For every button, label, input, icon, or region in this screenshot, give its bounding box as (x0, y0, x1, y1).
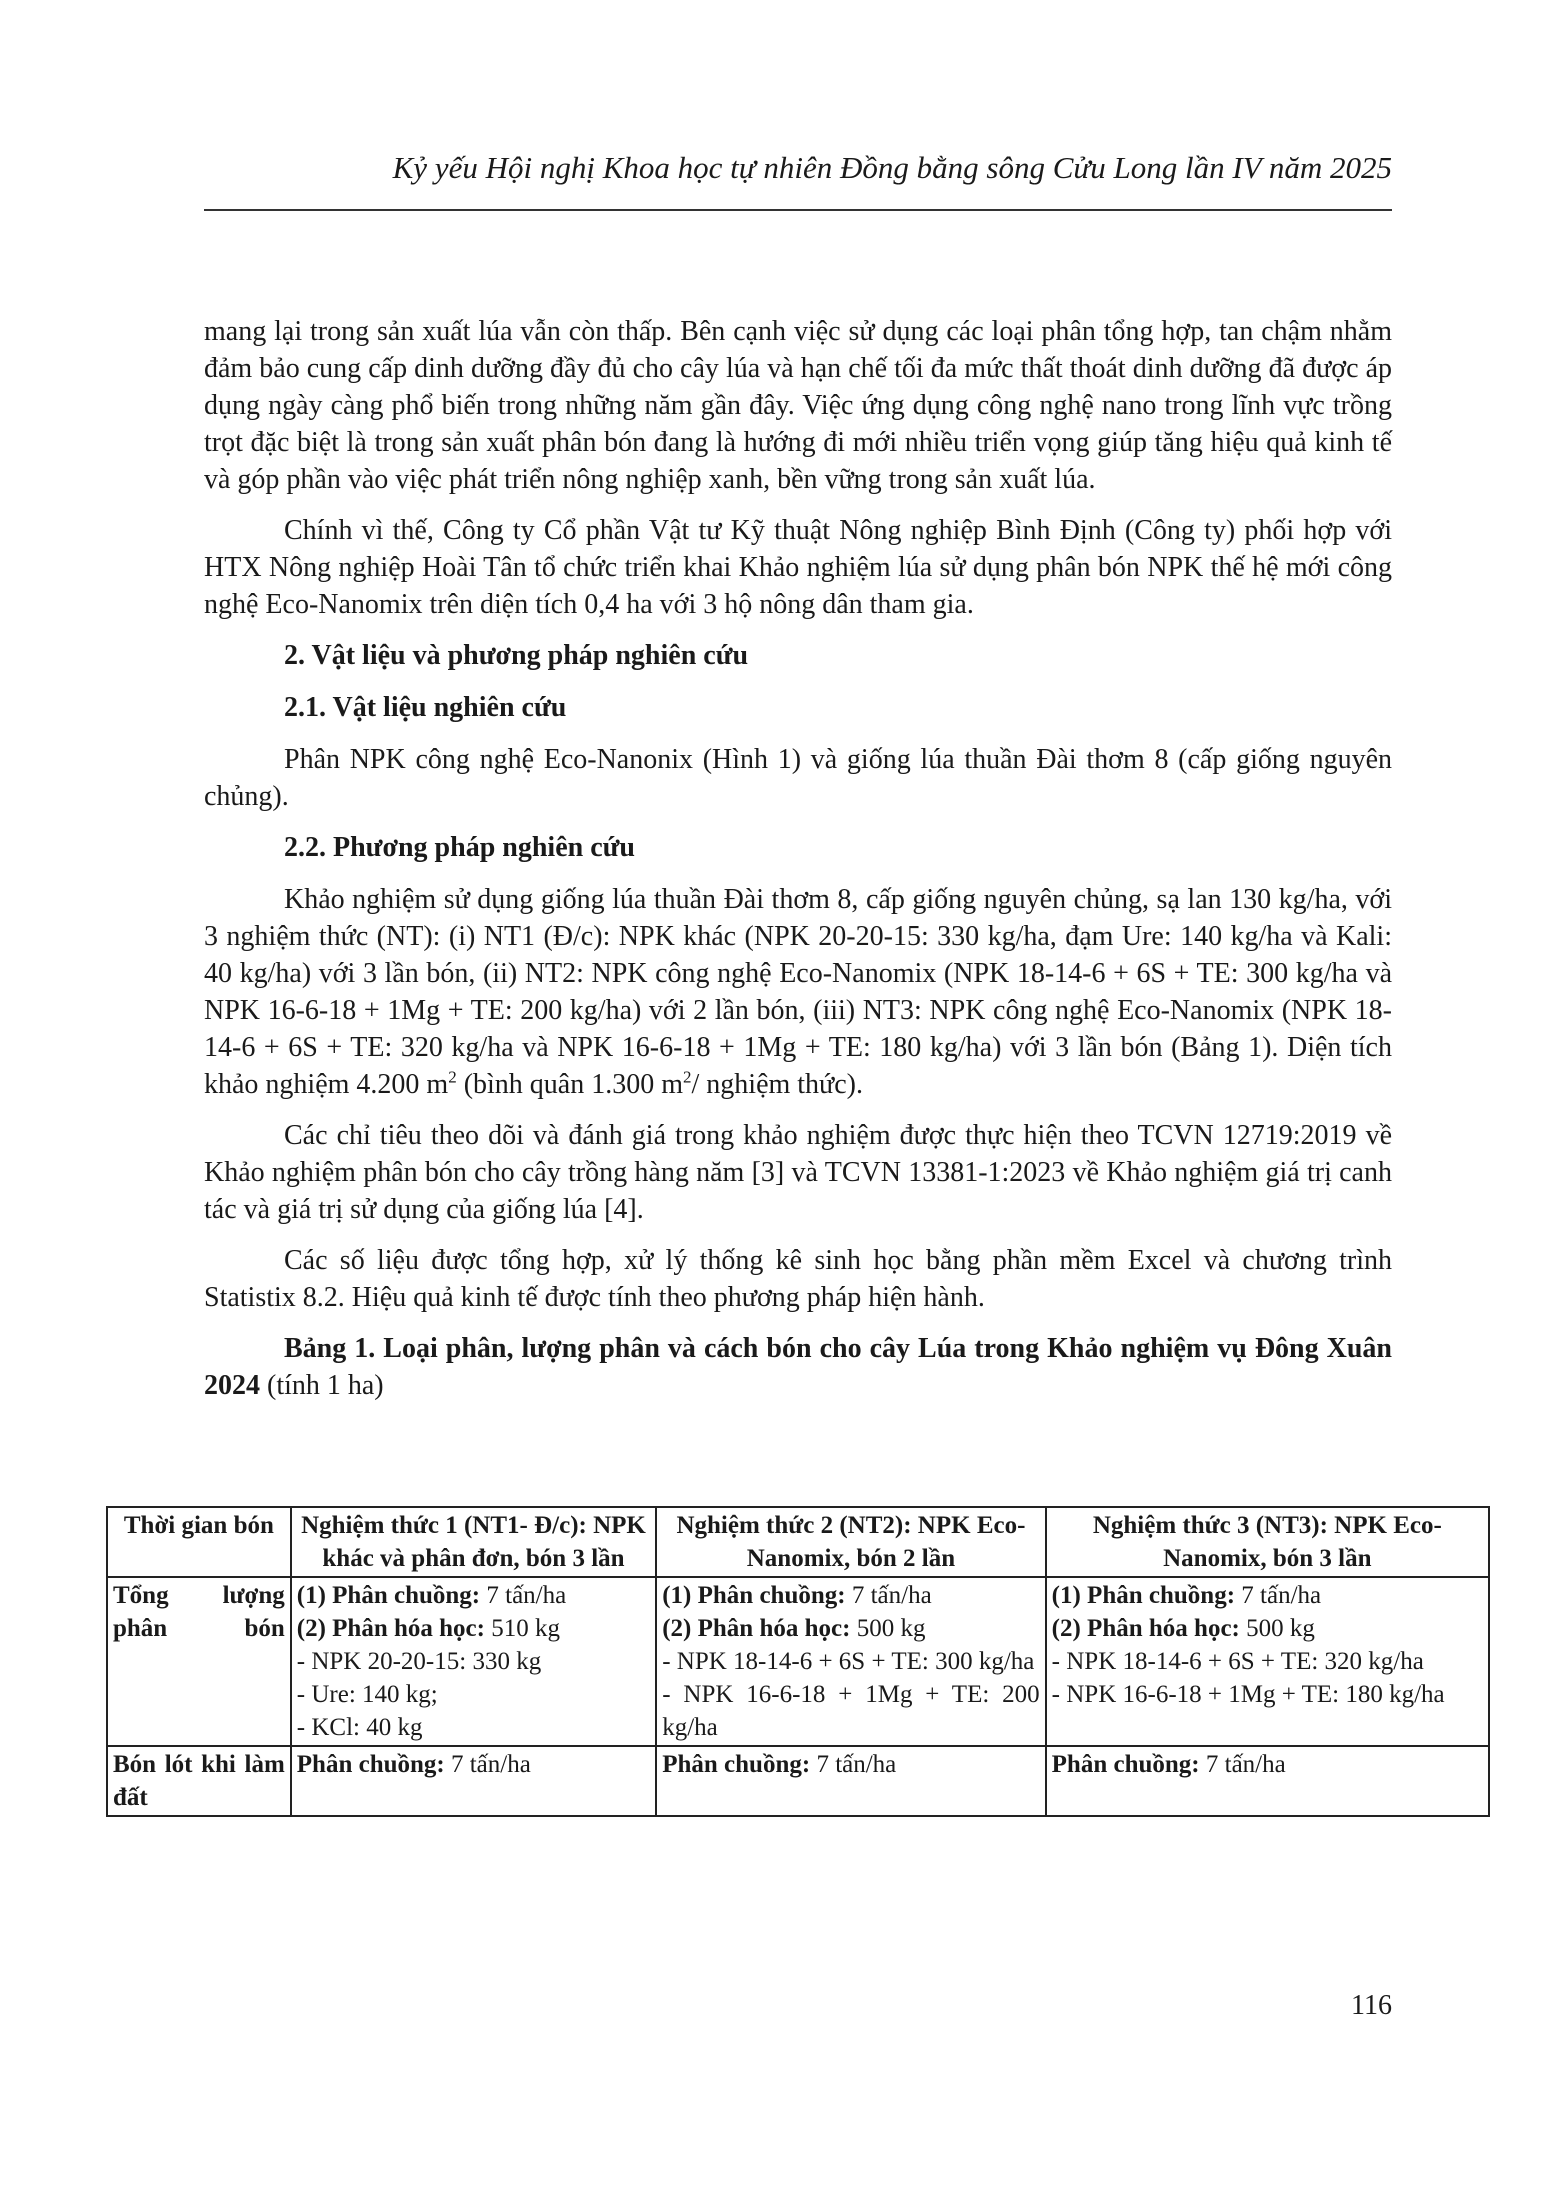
cell-value: 7 tấn/ha (845, 1582, 932, 1609)
table-caption-bold: Bảng 1. Loại phân, lượng phân và cách bón cho cây Lúa trong Khảo nghiệm vụ Đông Xuân 2024 (204, 1333, 1392, 1401)
cell-bold-label: Phân chuồng: (296, 1751, 445, 1778)
cell-nt3-total (1046, 1577, 1489, 1746)
cell-item: - NPK 16-6-18 + 1Mg + TE: 180 kg/ha (1051, 1681, 1445, 1708)
cell-value: 7 tấn/ha (1235, 1582, 1322, 1609)
paragraph-methods (204, 881, 1392, 1103)
cell-item: - NPK 18-14-6 + 6S + TE: 300 kg/ha (662, 1648, 1035, 1675)
cell-nt2-total (656, 1577, 1045, 1746)
row-label-total: Tổng lượng phân bón (107, 1577, 291, 1746)
header-nt3: Nghiệm thức 3 (NT3): NPK Eco-Nanomix, bón 3 lần (1046, 1507, 1489, 1577)
cell-value: 7 tấn/ha (1199, 1751, 1286, 1778)
cell-item: - Ure: 140 kg; (296, 1681, 438, 1708)
cell-bold-label: Phân chuồng: (662, 1751, 811, 1778)
header-rule (204, 209, 1392, 211)
cell-bold-label: (1) Phân chuồng: (296, 1582, 481, 1609)
cell-bold-label: (1) Phân chuồng: (1051, 1582, 1236, 1609)
section-heading-2-2: 2.2. Phương pháp nghiên cứu (284, 832, 635, 863)
methods-text-b: (bình quân 1.300 m (456, 1069, 684, 1100)
header-nt2: Nghiệm thức 2 (NT2): NPK Eco-Nanomix, bón 2 lần (656, 1507, 1045, 1577)
cell-nt3-basal (1046, 1746, 1489, 1816)
methods-text-a: Khảo nghiệm sử dụng giống lúa thuần Đài thơm 8, cấp giống nguyên chủng, sạ lan 130 kg/ha, với 3 nghiệm thức (NT): (i) NT1 (Đ/c): NPK khác (NPK 20-20-15: 330 kg/ha, đạm Ure: 140 kg/ha và Kali: 40 kg/ha) với 3 lần bón, (ii) NT2: NPK công nghệ Eco-Nanomix (NPK 18-14-6 + 6S + TE: 300 kg/ha và NPK 16-6-18 + 1Mg + TE: 200 kg/ha) với 2 lần bón, (iii) NT3: NPK công nghệ Eco-Nanomix (NPK 18-14-6 + 6S + TE: 320 kg/ha và NPK 16-6-18 + 1Mg + TE: 180 kg/ha) với 3 lần bón (Bảng 1). Diện tích khảo nghiệm 4.200 m (204, 884, 1392, 1100)
paragraph-statistics: Các số liệu được tổng hợp, xử lý thống kê sinh học bằng phần mềm Excel và chương trình Statistix 8.2. Hiệu quả kinh tế được tính theo phương pháp hiện hành. (204, 1245, 1392, 1313)
cell-bold-label: (2) Phân hóa học: (1051, 1615, 1240, 1642)
superscript-2: 2 (683, 1067, 692, 1087)
cell-item: - NPK 16-6-18 + 1Mg + TE: 200 kg/ha (662, 1681, 1040, 1741)
methods-text-c: / nghiệm thức). (691, 1069, 863, 1100)
table-row (107, 1577, 1489, 1746)
cell-value: 7 tấn/ha (480, 1582, 567, 1609)
table-header-row (107, 1507, 1489, 1577)
row-label-basal: Bón lót khi làm đất (107, 1746, 291, 1816)
paragraph-materials: Phân NPK công nghệ Eco-Nanonix (Hình 1) và giống lúa thuần Đài thơm 8 (cấp giống nguyên chủng). (204, 744, 1392, 812)
cell-value: 500 kg (850, 1615, 926, 1642)
cell-value: 7 tấn/ha (444, 1751, 531, 1778)
cell-bold-label: (1) Phân chuồng: (662, 1582, 846, 1609)
page-number: 116 (1351, 1990, 1392, 2021)
table-caption (204, 1330, 1392, 1404)
cell-bold-label: Phân chuồng: (1051, 1751, 1200, 1778)
superscript-2: 2 (448, 1067, 457, 1087)
header-timing: Thời gian bón (107, 1507, 291, 1577)
cell-nt1-total (291, 1577, 656, 1746)
table-row (107, 1746, 1489, 1816)
paragraph-company: Chính vì thế, Công ty Cổ phần Vật tư Kỹ thuật Nông nghiệp Bình Định (Công ty) phối hợp với HTX Nông nghiệp Hoài Tân tổ chức triển khai Khảo nghiệm lúa sử dụng phân bón NPK thế hệ mới công nghệ Eco-Nanomix trên diện tích 0,4 ha với 3 hộ nông dân tham gia. (204, 515, 1392, 620)
table-caption-unit: (tính 1 ha) (260, 1370, 384, 1401)
cell-nt1-basal (291, 1746, 656, 1816)
cell-bold-label: (2) Phân hóa học: (662, 1615, 851, 1642)
body-text (204, 313, 1392, 1412)
cell-nt2-basal (656, 1746, 1045, 1816)
cell-item: - NPK 20-20-15: 330 kg (296, 1648, 542, 1675)
header-nt1: Nghiệm thức 1 (NT1- Đ/c): NPK khác và phân đơn, bón 3 lần (291, 1507, 656, 1577)
cell-value: 7 tấn/ha (810, 1751, 897, 1778)
section-heading-2: 2. Vật liệu và phương pháp nghiên cứu (284, 640, 749, 671)
cell-value: 510 kg (484, 1615, 560, 1642)
paragraph-indicators: Các chỉ tiêu theo dõi và đánh giá trong khảo nghiệm được thực hiện theo TCVN 12719:2019 về Khảo nghiệm phân bón cho cây trồng hàng năm [3] và TCVN 13381-1:2023 về Khảo nghiệm giá trị canh tác và giá trị sử dụng của giống lúa [4]. (204, 1120, 1392, 1225)
section-heading-2-1: 2.1. Vật liệu nghiên cứu (284, 692, 567, 723)
cell-item: - NPK 18-14-6 + 6S + TE: 320 kg/ha (1051, 1648, 1424, 1675)
running-header: Kỷ yếu Hội nghị Khoa học tự nhiên Đồng bằng sông Cửu Long lần IV năm 2025 (392, 150, 1392, 185)
cell-item: - KCl: 40 kg (296, 1714, 423, 1741)
cell-bold-label: (2) Phân hóa học: (296, 1615, 485, 1642)
cell-value: 500 kg (1239, 1615, 1315, 1642)
paragraph-intro-continued: mang lại trong sản xuất lúa vẫn còn thấp. Bên cạnh việc sử dụng các loại phân tổng hợp, tan chậm nhằm đảm bảo cung cấp dinh dưỡng đầy đủ cho cây lúa và hạn chế tối đa mức thất thoát dinh dưỡng đã được áp dụng ngày càng phổ biến trong những năm gần đây. Việc ứng dụng công nghệ nano trong lĩnh vực trồng trọt đặc biệt là trong sản xuất phân bón đang là hướng đi mới nhiều triển vọng giúp tăng hiệu quả kinh tế và góp phần vào việc phát triển nông nghiệp xanh, bền vững trong sản xuất lúa. (204, 316, 1392, 495)
fertilizer-table (106, 1506, 1490, 1817)
